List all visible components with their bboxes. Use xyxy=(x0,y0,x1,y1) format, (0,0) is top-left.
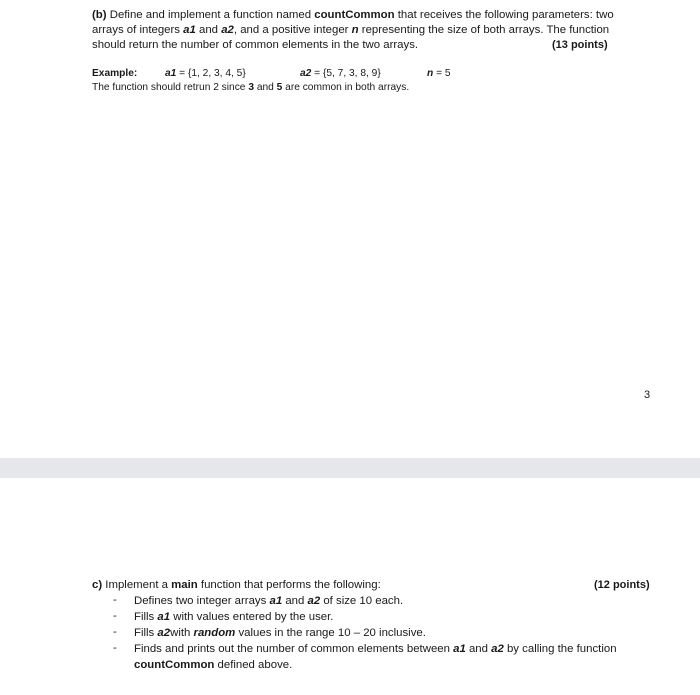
bullet-4-continued: countCommon defined above. xyxy=(134,659,293,671)
bullet-2: Fills a1 with values entered by the user. xyxy=(134,611,334,623)
var-n: n xyxy=(351,24,359,36)
bullet-marker: - xyxy=(113,610,117,622)
bullet-marker: - xyxy=(113,594,117,606)
example-n: n = 5 xyxy=(427,68,451,79)
part-b-line-1: (b) Define and implement a function named countCommon that receives the following parameters: two xyxy=(92,9,614,21)
part-c-label: c) xyxy=(92,579,103,591)
part-c-points: (12 points) xyxy=(594,579,650,591)
bullet-1: Defines two integer arrays a1 and a2 of size 10 each. xyxy=(134,595,404,607)
bullet-marker: - xyxy=(113,642,117,654)
example-explanation: The function should retrun 2 since 3 and 5 are common in both arrays. xyxy=(92,82,410,93)
part-b-label: (b) xyxy=(92,9,107,21)
page-number: 3 xyxy=(644,389,651,401)
bullet-3: Fills a2with random values in the range 10 – 20 inclusive. xyxy=(134,627,426,639)
var-a1: a1 xyxy=(183,24,196,36)
bullet-4: Finds and prints out the number of common elements between a1 and a2 by calling the function xyxy=(134,643,617,655)
function-name: countCommon xyxy=(314,9,395,21)
part-c-heading: c) Implement a main function that performs the following: xyxy=(92,579,381,591)
var-a2: a2 xyxy=(221,24,234,36)
function-name: countCommon xyxy=(134,659,215,671)
example-a2: a2 = {5, 7, 3, 8, 9} xyxy=(300,68,381,79)
part-b-line-3: should return the number of common elements in the two arrays. xyxy=(92,39,419,51)
example-a1: a1 = {1, 2, 3, 4, 5} xyxy=(165,68,246,79)
example-label: Example: xyxy=(92,68,138,79)
part-b-line-2: arrays of integers a1 and a2, and a positive integer n representing the size of both arrays. The function xyxy=(92,24,610,36)
document-page-2 xyxy=(0,478,700,695)
part-b-points: (13 points) xyxy=(552,39,608,51)
bullet-marker: - xyxy=(113,626,117,638)
